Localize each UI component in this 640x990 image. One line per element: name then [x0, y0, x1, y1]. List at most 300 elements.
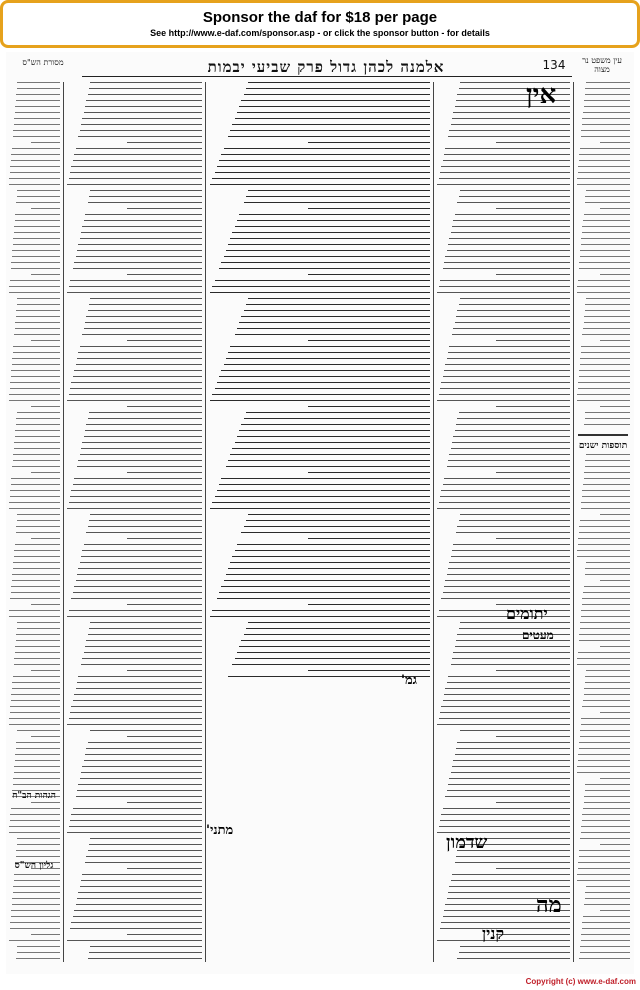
text-line	[82, 118, 202, 119]
text-line	[221, 478, 430, 479]
text-line	[69, 826, 202, 827]
text-line	[451, 448, 570, 449]
text-line	[579, 154, 630, 155]
text-line	[11, 484, 60, 485]
text-line	[74, 154, 202, 155]
copyright-footer[interactable]: Copyright (c) www.e-daf.com	[525, 977, 636, 986]
text-line	[15, 436, 60, 437]
text-line	[73, 160, 202, 161]
text-line	[219, 592, 430, 593]
text-line	[600, 844, 630, 845]
text-line	[440, 388, 570, 389]
text-line	[11, 700, 60, 701]
text-line	[308, 340, 430, 341]
text-line	[444, 694, 570, 695]
text-line	[127, 868, 202, 869]
text-line	[10, 172, 60, 173]
text-line	[89, 304, 202, 305]
text-line	[308, 142, 430, 143]
text-line	[14, 772, 60, 773]
text-line	[16, 634, 60, 635]
text-line	[31, 406, 60, 407]
text-line	[455, 646, 570, 647]
text-line	[14, 124, 60, 125]
text-line	[455, 862, 570, 863]
text-line	[584, 316, 630, 317]
text-line	[577, 286, 630, 287]
text-line	[449, 238, 570, 239]
text-line	[74, 910, 202, 911]
text-line	[85, 322, 202, 323]
text-line	[452, 442, 570, 443]
text-line	[80, 238, 202, 239]
text-line	[578, 538, 630, 539]
text-line	[582, 706, 630, 707]
text-line	[582, 226, 630, 227]
text-line	[246, 88, 430, 89]
page-header-title: אלמנה לכהן גדול פרק שביעי יבמות	[207, 58, 445, 76]
text-line	[583, 484, 630, 485]
text-line	[577, 772, 630, 773]
text-line	[308, 538, 430, 539]
text-line	[224, 148, 430, 149]
text-line	[496, 208, 570, 209]
text-line	[585, 304, 630, 305]
text-line	[31, 934, 60, 935]
text-line	[584, 106, 630, 107]
sponsor-title[interactable]: Sponsor the daf for $18 per page	[202, 9, 438, 26]
text-line	[88, 94, 202, 95]
text-line	[74, 478, 202, 479]
text-line	[127, 538, 202, 539]
text-line	[582, 118, 630, 119]
text-line	[10, 382, 60, 383]
text-line	[582, 922, 630, 923]
text-line	[579, 268, 630, 269]
text-line	[460, 946, 570, 947]
text-line	[585, 310, 630, 311]
text-line	[248, 190, 430, 191]
text-line	[457, 742, 570, 743]
text-line	[600, 208, 630, 209]
text-line	[451, 880, 570, 881]
text-line	[448, 568, 570, 569]
text-line	[9, 724, 60, 725]
text-line	[12, 580, 60, 581]
text-line	[15, 430, 60, 431]
text-line	[210, 400, 430, 401]
text-line	[14, 442, 60, 443]
text-line	[241, 100, 430, 101]
text-line	[69, 286, 202, 287]
text-line	[582, 814, 630, 815]
text-line	[581, 502, 630, 503]
text-line	[453, 220, 570, 221]
text-line	[600, 778, 630, 779]
text-line	[584, 322, 630, 323]
text-line	[31, 142, 60, 143]
text-line	[15, 652, 60, 653]
text-line	[80, 130, 202, 131]
text-line	[580, 622, 630, 623]
text-line	[78, 676, 202, 677]
text-line	[9, 292, 60, 293]
text-line	[31, 604, 60, 605]
text-line	[581, 826, 630, 827]
text-line	[74, 694, 202, 695]
text-line	[440, 928, 570, 929]
text-line	[16, 748, 60, 749]
text-line	[584, 688, 630, 689]
text-line	[496, 142, 570, 143]
text-line	[69, 610, 202, 611]
text-line	[444, 154, 570, 155]
text-line	[586, 562, 630, 563]
text-line	[447, 682, 570, 683]
text-line	[71, 814, 202, 815]
text-line	[579, 532, 630, 533]
text-line	[226, 574, 430, 575]
text-line	[69, 394, 202, 395]
talmud-page-scan	[6, 52, 634, 974]
text-line	[16, 310, 60, 311]
text-line	[308, 274, 430, 275]
text-line	[67, 292, 202, 293]
text-line	[235, 226, 430, 227]
column-divider	[573, 82, 574, 962]
text-line	[585, 682, 630, 683]
text-line	[17, 82, 60, 83]
text-line	[16, 202, 60, 203]
text-line	[244, 418, 430, 419]
text-line	[90, 190, 202, 191]
text-line	[244, 94, 430, 95]
text-line	[70, 280, 202, 281]
text-line	[14, 556, 60, 557]
text-line	[228, 352, 430, 353]
text-line	[17, 952, 60, 953]
text-line	[228, 676, 430, 677]
text-line	[577, 184, 630, 185]
text-line	[246, 628, 430, 629]
text-line	[457, 958, 570, 959]
text-line	[89, 628, 202, 629]
text-line	[445, 364, 570, 365]
text-line	[577, 292, 630, 293]
text-line	[12, 688, 60, 689]
text-line	[85, 754, 202, 755]
text-line	[578, 544, 630, 545]
text-line	[212, 610, 430, 611]
text-line	[578, 652, 630, 653]
text-line	[228, 136, 430, 137]
text-line	[90, 730, 202, 731]
text-line	[127, 406, 202, 407]
text-line	[453, 652, 570, 653]
text-line	[31, 340, 60, 341]
text-line	[17, 730, 60, 731]
text-line	[580, 148, 630, 149]
text-line	[86, 856, 202, 857]
text-line	[228, 568, 430, 569]
text-line	[85, 214, 202, 215]
text-line	[248, 514, 430, 515]
text-line	[455, 322, 570, 323]
text-line	[496, 472, 570, 473]
text-line	[127, 736, 202, 737]
text-line	[579, 640, 630, 641]
text-line	[441, 706, 570, 707]
text-line	[235, 334, 430, 335]
text-line	[69, 178, 202, 179]
text-line	[577, 880, 630, 881]
text-line	[239, 106, 430, 107]
text-line	[440, 712, 570, 713]
text-line	[71, 598, 202, 599]
text-line	[230, 130, 430, 131]
text-line	[77, 466, 202, 467]
text-line	[582, 334, 630, 335]
text-line	[70, 820, 202, 821]
text-line	[582, 232, 630, 233]
text-line	[459, 412, 570, 413]
text-line	[437, 400, 570, 401]
text-line	[76, 256, 202, 257]
text-line	[600, 910, 630, 911]
text-line	[67, 724, 202, 725]
text-line	[67, 616, 202, 617]
text-line	[77, 574, 202, 575]
text-line	[579, 376, 630, 377]
text-line	[440, 172, 570, 173]
sponsor-banner[interactable]	[0, 0, 640, 48]
text-line	[71, 490, 202, 491]
text-line	[70, 928, 202, 929]
text-line	[583, 328, 630, 329]
text-line	[244, 634, 430, 635]
text-line	[241, 316, 430, 317]
text-line	[584, 424, 630, 425]
text-line	[455, 754, 570, 755]
text-line	[441, 166, 570, 167]
text-line	[449, 130, 570, 131]
text-line	[14, 766, 60, 767]
text-line	[14, 334, 60, 335]
text-line	[90, 622, 202, 623]
text-line	[15, 220, 60, 221]
text-line	[217, 598, 430, 599]
text-line	[80, 886, 202, 887]
text-line	[13, 238, 60, 239]
hagahot-heading: הגהות הב"ח	[12, 791, 56, 801]
heading-word-matimin: מעטים	[522, 628, 554, 642]
text-line	[10, 388, 60, 389]
text-line	[437, 616, 570, 617]
text-line	[88, 958, 202, 959]
text-line	[580, 730, 630, 731]
text-line	[12, 250, 60, 251]
text-line	[71, 706, 202, 707]
text-line	[584, 478, 630, 479]
text-line	[439, 394, 570, 395]
text-line	[90, 514, 202, 515]
text-line	[600, 646, 630, 647]
text-line	[17, 622, 60, 623]
text-line	[71, 382, 202, 383]
text-line	[585, 202, 630, 203]
text-line	[12, 148, 60, 149]
text-line	[74, 370, 202, 371]
text-line	[67, 940, 202, 941]
text-line	[600, 406, 630, 407]
text-line	[31, 208, 60, 209]
text-line	[230, 238, 430, 239]
text-line	[577, 550, 630, 551]
text-line	[578, 382, 630, 383]
text-line	[453, 436, 570, 437]
text-line	[585, 568, 630, 569]
text-line	[580, 628, 630, 629]
text-line	[308, 208, 430, 209]
text-line	[457, 310, 570, 311]
text-line	[9, 394, 60, 395]
text-line	[445, 148, 570, 149]
heading-word-ma: מה	[536, 892, 562, 918]
text-line	[11, 586, 60, 587]
text-line	[86, 748, 202, 749]
text-line	[448, 676, 570, 677]
text-line	[447, 790, 570, 791]
text-line	[581, 130, 630, 131]
text-line	[84, 220, 202, 221]
text-line	[73, 484, 202, 485]
text-line	[445, 688, 570, 689]
text-line	[585, 790, 630, 791]
text-line	[584, 100, 630, 101]
text-line	[12, 574, 60, 575]
text-line	[88, 310, 202, 311]
gemara-text-column	[208, 82, 430, 962]
text-line	[86, 640, 202, 641]
text-line	[459, 304, 570, 305]
text-line	[577, 766, 630, 767]
text-line	[15, 322, 60, 323]
text-line	[82, 766, 202, 767]
tosafot-commentary-column	[436, 82, 570, 962]
text-line	[579, 748, 630, 749]
text-line	[86, 424, 202, 425]
text-line	[577, 400, 630, 401]
text-line	[577, 178, 630, 179]
text-line	[17, 190, 60, 191]
text-line	[82, 658, 202, 659]
text-line	[459, 952, 570, 953]
text-line	[77, 250, 202, 251]
text-line	[448, 460, 570, 461]
text-line	[11, 478, 60, 479]
text-line	[17, 196, 60, 197]
text-line	[13, 778, 60, 779]
text-line	[585, 418, 630, 419]
text-line	[221, 262, 430, 263]
text-line	[82, 442, 202, 443]
text-line	[17, 412, 60, 413]
text-line	[84, 328, 202, 329]
text-line	[451, 556, 570, 557]
text-line	[237, 328, 430, 329]
text-line	[88, 742, 202, 743]
text-line	[16, 640, 60, 641]
text-line	[585, 892, 630, 893]
text-line	[444, 478, 570, 479]
text-line	[77, 682, 202, 683]
text-line	[582, 820, 630, 821]
section-ornament	[578, 434, 628, 436]
text-line	[10, 820, 60, 821]
text-line	[15, 646, 60, 647]
text-line	[17, 298, 60, 299]
text-line	[81, 664, 202, 665]
text-line	[127, 274, 202, 275]
text-line	[78, 568, 202, 569]
text-line	[10, 706, 60, 707]
text-line	[578, 862, 630, 863]
text-line	[577, 556, 630, 557]
text-line	[586, 670, 630, 671]
text-line	[226, 250, 430, 251]
text-line	[73, 592, 202, 593]
text-line	[13, 130, 60, 131]
text-line	[82, 334, 202, 335]
text-line	[453, 328, 570, 329]
page-number: 134	[542, 58, 566, 72]
text-line	[14, 232, 60, 233]
text-line	[11, 370, 60, 371]
text-line	[215, 280, 430, 281]
text-line	[9, 286, 60, 287]
text-line	[439, 502, 570, 503]
text-line	[76, 148, 202, 149]
text-line	[90, 298, 202, 299]
text-line	[455, 430, 570, 431]
text-line	[70, 496, 202, 497]
sponsor-subtitle[interactable]: See http://www.e-daf.com/sponsor.asp - or click the sponsor button - for details	[150, 28, 490, 38]
text-line	[586, 190, 630, 191]
text-line	[577, 664, 630, 665]
text-line	[583, 700, 630, 701]
text-line	[9, 616, 60, 617]
text-line	[31, 274, 60, 275]
text-line	[583, 112, 630, 113]
text-line	[15, 760, 60, 761]
text-line	[13, 460, 60, 461]
text-line	[448, 244, 570, 245]
text-line	[16, 958, 60, 959]
text-line	[580, 358, 630, 359]
text-line	[13, 892, 60, 893]
text-line	[81, 232, 202, 233]
text-line	[246, 412, 430, 413]
text-line	[437, 184, 570, 185]
text-line	[244, 202, 430, 203]
text-line	[453, 112, 570, 113]
text-line	[14, 658, 60, 659]
text-line	[15, 544, 60, 545]
text-line	[496, 670, 570, 671]
text-line	[9, 508, 60, 509]
text-line	[11, 910, 60, 911]
text-line	[445, 256, 570, 257]
